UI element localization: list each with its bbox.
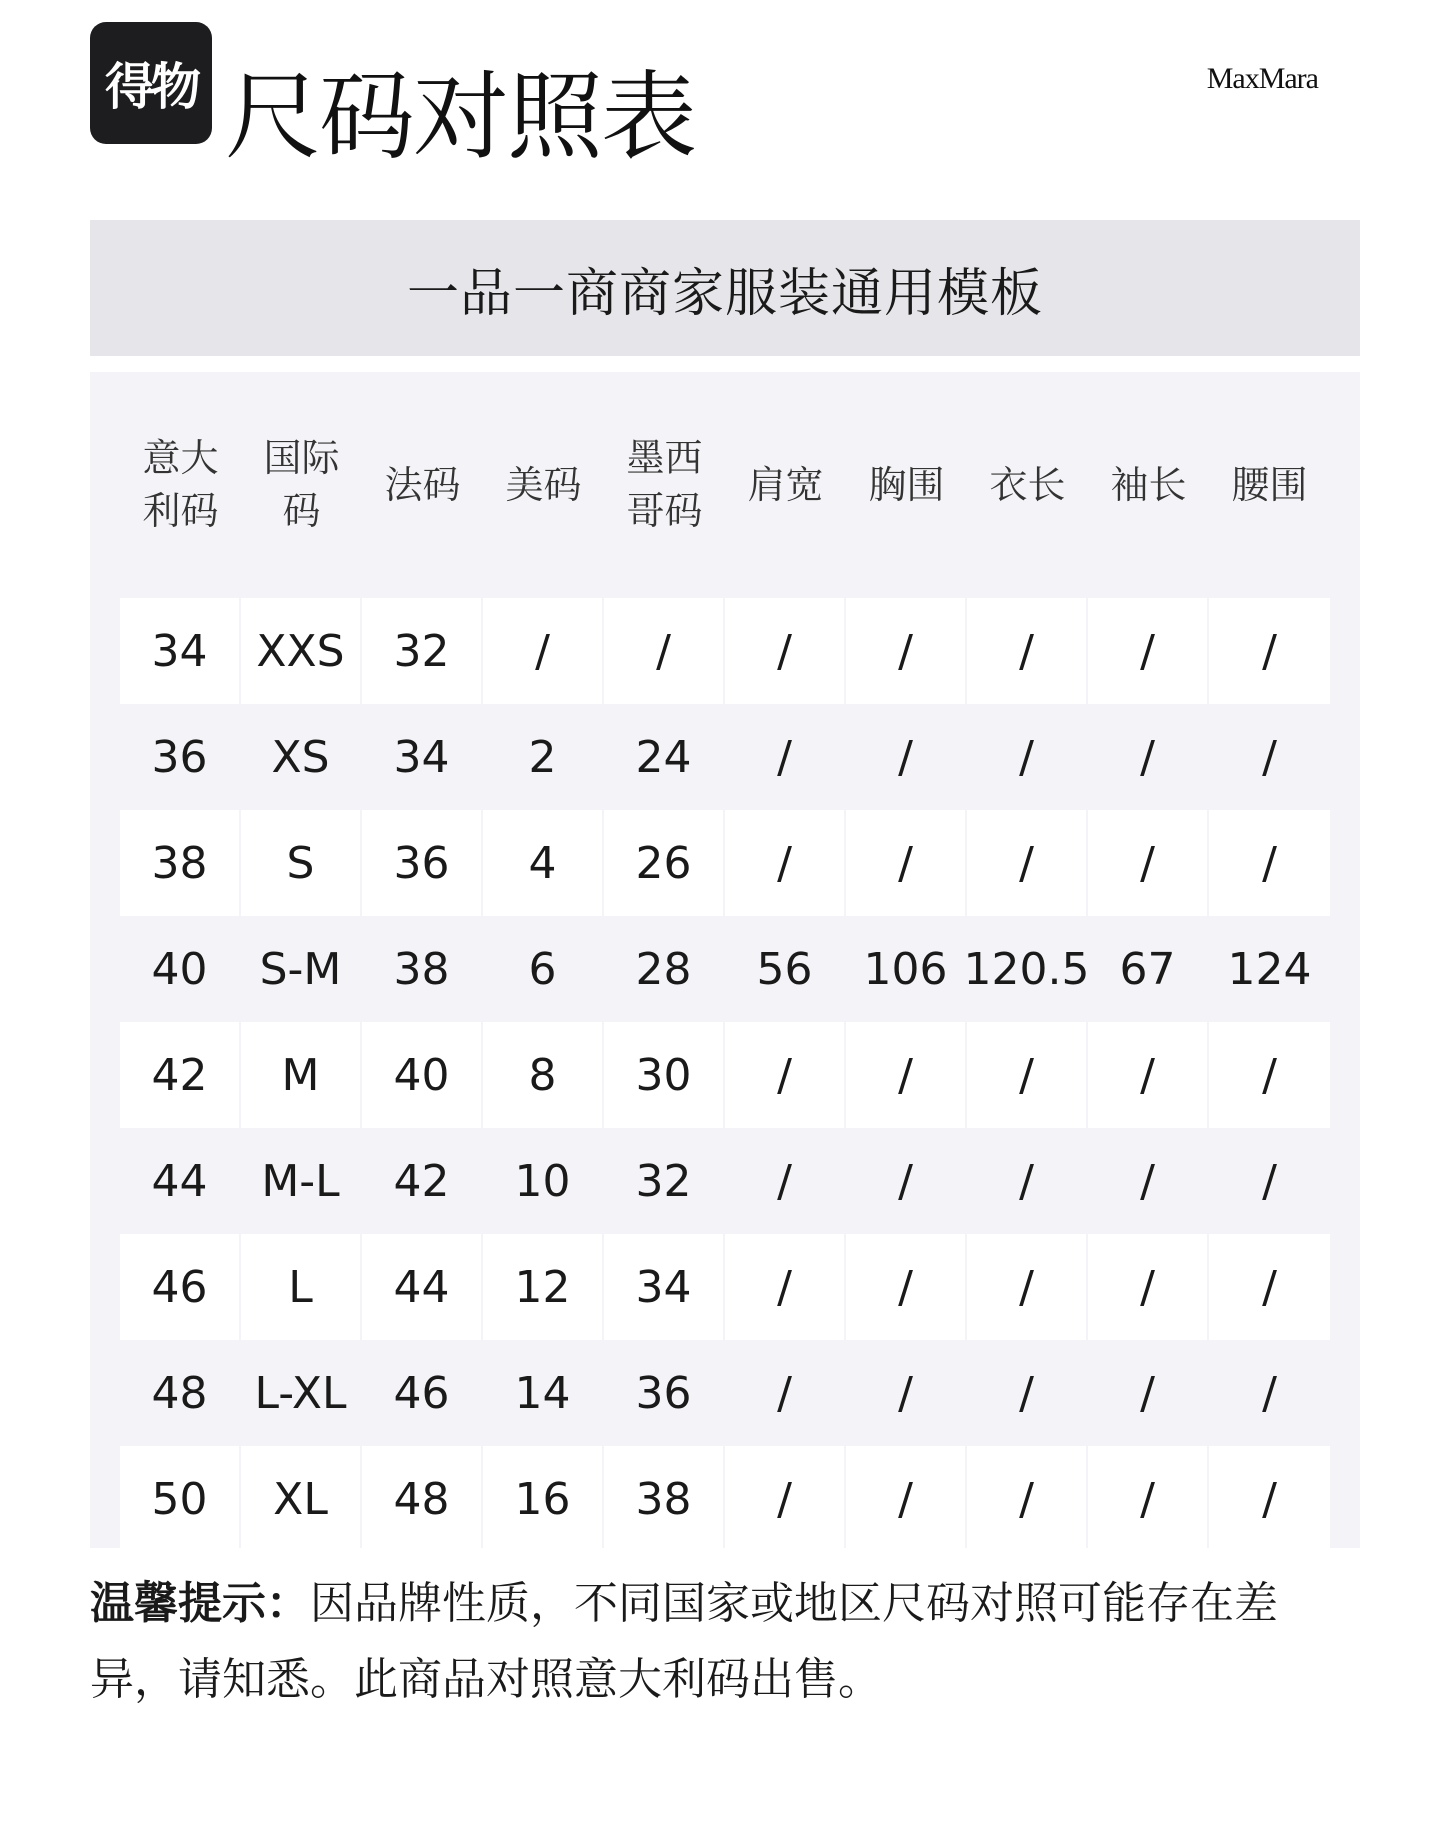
table-cell: 42	[393, 1155, 450, 1207]
header	[90, 22, 1360, 172]
table-cell: 46	[393, 1367, 450, 1419]
column-header: 衣长	[989, 462, 1066, 507]
table-cell: /	[777, 1155, 792, 1207]
table-cell: /	[725, 598, 844, 704]
table-cell: /	[1209, 1446, 1330, 1552]
table-cell: 8	[483, 1022, 602, 1128]
table-cell: 50	[120, 1446, 239, 1552]
table-cell: /	[1140, 731, 1155, 783]
table-row	[120, 1234, 1330, 1340]
table-cell: /	[1262, 1155, 1277, 1207]
table-cell: XL	[241, 1446, 360, 1552]
table-cell: /	[1019, 1155, 1034, 1207]
column-header: 腰围	[1231, 462, 1308, 507]
column-header: 国际 码	[263, 436, 340, 533]
app-logo[interactable]	[90, 22, 212, 144]
table-cell: 34	[393, 731, 450, 783]
table-cell: 26	[604, 810, 723, 916]
table-cell: 44	[151, 1155, 208, 1207]
notice-label: 温馨提示：	[90, 1578, 310, 1629]
table-cell: /	[1088, 1022, 1207, 1128]
table-row	[120, 810, 1330, 916]
table-cell: 30	[604, 1022, 723, 1128]
app-logo-text: 得物	[105, 58, 197, 116]
brand-logo: MaxMara	[1206, 62, 1318, 95]
column-header: 肩宽	[747, 462, 824, 507]
notice	[90, 1566, 1360, 1718]
table-cell: /	[777, 1367, 792, 1419]
table-cell: /	[1019, 1367, 1034, 1419]
table-header-row	[120, 372, 1330, 598]
table-row	[120, 1022, 1330, 1128]
table-cell: 48	[362, 1446, 481, 1552]
page-title: 尺码对照表	[225, 61, 695, 173]
table-cell: /	[483, 598, 602, 704]
table-cell: /	[1262, 1367, 1277, 1419]
table-cell: 4	[483, 810, 602, 916]
table-cell: 67	[1119, 943, 1176, 995]
size-table	[90, 372, 1360, 1548]
table-cell: 48	[151, 1367, 208, 1419]
table-cell: 36	[635, 1367, 692, 1419]
table-row	[120, 1340, 1330, 1446]
table-cell: XXS	[241, 598, 360, 704]
table-cell: /	[967, 598, 1086, 704]
table-cell: /	[846, 1446, 965, 1552]
table-cell: M-L	[261, 1155, 340, 1207]
table-cell: L	[241, 1234, 360, 1340]
table-cell: /	[967, 1022, 1086, 1128]
table-cell: 14	[514, 1367, 571, 1419]
table-cell: /	[1209, 1022, 1330, 1128]
table-cell: 40	[362, 1022, 481, 1128]
table-row	[120, 598, 1330, 704]
table-cell: 38	[604, 1446, 723, 1552]
table-cell: /	[1209, 810, 1330, 916]
table-cell: 24	[635, 731, 692, 783]
table-cell: /	[1088, 1446, 1207, 1552]
table-cell: /	[725, 1446, 844, 1552]
table-cell: 16	[483, 1446, 602, 1552]
notice-text: 因品牌性质，不同国家或地区尺码对照可能存在差异，请知悉。此商品对照意大利码出售。	[90, 1578, 1278, 1705]
table-cell: /	[898, 1367, 913, 1419]
table-cell: 38	[120, 810, 239, 916]
table-cell: /	[1209, 1234, 1330, 1340]
table-body	[120, 598, 1330, 1552]
table-cell: /	[725, 810, 844, 916]
column-header: 胸围	[868, 462, 945, 507]
column-header: 法码	[384, 462, 461, 507]
table-cell: /	[967, 810, 1086, 916]
banner-title: 一品一商商家服装通用模板	[406, 263, 1043, 324]
table-cell: 124	[1227, 943, 1312, 995]
table-cell: M	[241, 1022, 360, 1128]
column-header: 美码	[505, 462, 582, 507]
table-cell: S	[241, 810, 360, 916]
table-cell: /	[604, 598, 723, 704]
table-cell: /	[1262, 731, 1277, 783]
table-cell: /	[846, 1022, 965, 1128]
table-cell: 32	[362, 598, 481, 704]
column-header: 墨西 哥码	[626, 436, 703, 533]
table-cell: /	[846, 598, 965, 704]
table-cell: 120.5	[963, 943, 1090, 995]
table-row	[120, 916, 1330, 1022]
table-cell: 38	[393, 943, 450, 995]
table-cell: /	[725, 1022, 844, 1128]
table-cell: 106	[863, 943, 948, 995]
template-banner	[90, 220, 1360, 356]
table-row	[120, 1446, 1330, 1552]
table-cell: 6	[528, 943, 557, 995]
table-cell: /	[1140, 1367, 1155, 1419]
table-cell: S-M	[259, 943, 342, 995]
table-cell: 12	[483, 1234, 602, 1340]
table-cell: /	[967, 1234, 1086, 1340]
table-cell: /	[1209, 598, 1330, 704]
table-row	[120, 704, 1330, 810]
table-cell: 42	[120, 1022, 239, 1128]
table-cell: /	[1088, 810, 1207, 916]
table-cell: 32	[635, 1155, 692, 1207]
table-cell: /	[898, 731, 913, 783]
table-cell: /	[1019, 731, 1034, 783]
table-cell: 40	[151, 943, 208, 995]
table-cell: /	[1088, 598, 1207, 704]
table-cell: /	[846, 1234, 965, 1340]
table-cell: 36	[362, 810, 481, 916]
table-cell: /	[1140, 1155, 1155, 1207]
table-cell: /	[725, 1234, 844, 1340]
column-header: 意大 利码	[142, 436, 219, 533]
table-cell: /	[1088, 1234, 1207, 1340]
table-cell: /	[967, 1446, 1086, 1552]
table-cell: 10	[514, 1155, 571, 1207]
table-cell: /	[777, 731, 792, 783]
table-cell: 34	[604, 1234, 723, 1340]
table-cell: 44	[362, 1234, 481, 1340]
table-cell: 46	[120, 1234, 239, 1340]
table-row	[120, 1128, 1330, 1234]
column-header: 袖长	[1110, 462, 1187, 507]
table-cell: /	[846, 810, 965, 916]
table-cell: 36	[151, 731, 208, 783]
table-cell: 28	[635, 943, 692, 995]
table-cell: 56	[756, 943, 813, 995]
table-cell: L-XL	[254, 1367, 347, 1419]
table-cell: XS	[271, 731, 330, 783]
table-cell: /	[898, 1155, 913, 1207]
table-cell: 2	[528, 731, 557, 783]
table-cell: 34	[120, 598, 239, 704]
